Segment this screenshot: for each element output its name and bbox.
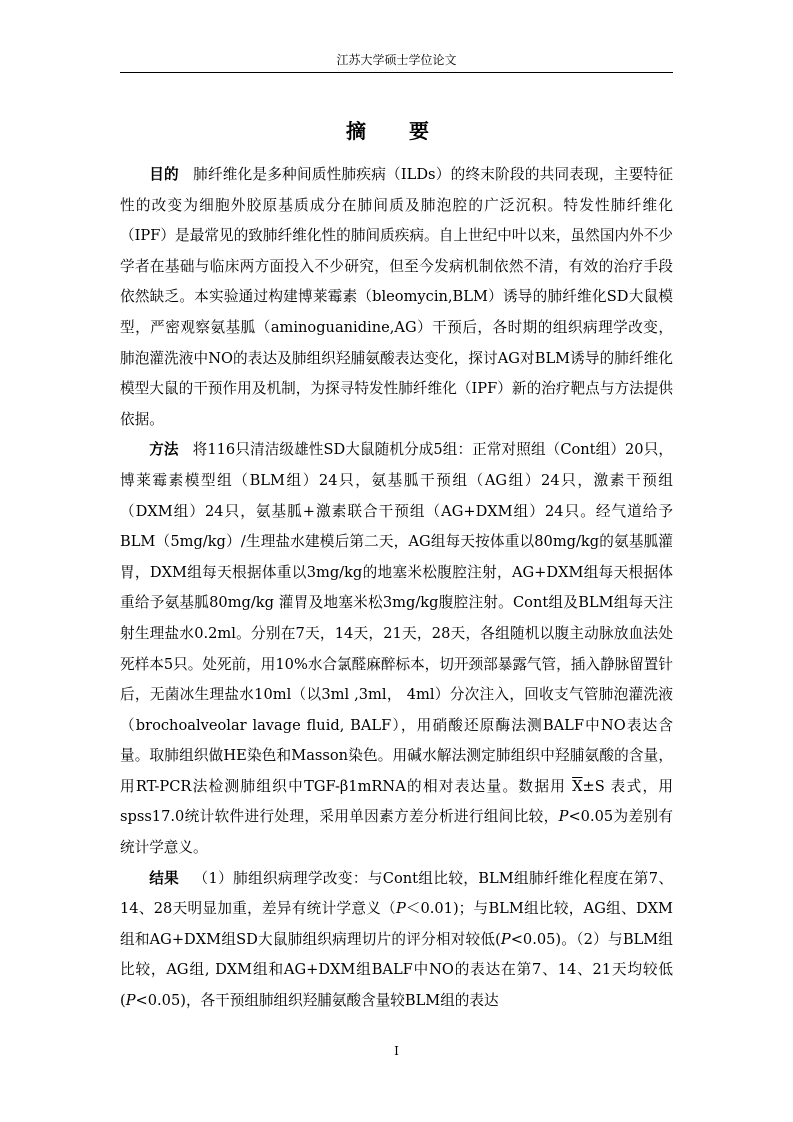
p-value-symbol: P	[396, 900, 406, 918]
methods-paragraph	[120, 435, 673, 863]
methods-heading: 方法	[149, 441, 179, 459]
header-rule	[120, 72, 673, 73]
p-value-symbol: P	[558, 808, 569, 826]
mean-symbol: $\overline{X}$	[572, 777, 583, 795]
results-text: （1）肺组织病理学改变：与Cont组比较，BLM组肺纤维化程度在第7、14、28天明显加重，差异有统计学意义（	[120, 869, 673, 918]
abstract-body	[120, 160, 673, 1017]
running-header: 江苏大学硕士学位论文	[336, 53, 457, 67]
purpose-text: 肺纤维化是多种间质性肺疾病（ILDs）的终末阶段的共同表现，主要特征性的改变为细胞外胶原基质成分在肺间质及肺泡腔的广泛沉积。特发性肺纤维化（IPF）是最常见的致肺纤维化性的肺间质疾病。自上世纪中叶以来，虽然国内外不少学者在基础与临床两方面投入不少研究，但至今发病机制依然不清，有效的治疗手段依然缺乏。本实验通过构建博莱霉素（bleomycin,BLM）诱导的肺纤维化SD大鼠模型，严密观察氨基胍（aminoguanidine,AG）干预后，各时期的组织病理学改变，肺泡灌洗液中NO的表达及肺组织羟脯氨酸表达变化，探讨AG对BLM诱导的肺纤维化模型大鼠的干预作用及机制，为探寻特发性肺纤维化（IPF）新的治疗靶点与方法提供依据。	[120, 166, 673, 428]
p-value-symbol: P	[500, 930, 511, 948]
methods-text-2: ±S 表式，用spss17.0统计软件进行处理，采用单因素方差分析进行组间比较，	[120, 777, 674, 826]
results-paragraph	[120, 864, 673, 1017]
page-title: 摘 要	[346, 119, 447, 143]
results-text-4: <0.05)，各干预组肺组织羟脯氨酸含量较BLM组的表达	[135, 992, 499, 1010]
purpose-paragraph	[120, 160, 673, 435]
methods-text-3: <0.05为差别有统计学意义。	[120, 808, 673, 857]
results-text-2: ＜0.01)；与BLM组比较，AG组、DXM组和AG+DXM组SD大鼠肺组织病理切片的评分相对较低(	[120, 900, 673, 948]
results-heading: 结果	[149, 869, 180, 887]
purpose-heading: 目的	[149, 166, 179, 183]
methods-text: 将116只清洁级雄性SD大鼠随机分成5组：正常对照组（Cont组）20只，博莱霉素模型组（BLM组）24只，氨基胍干预组（AG组）24只，激素干预组（DXM组）24只，氨基胍+激素联合干预组（AG+DXM组）24只。经气道给予BLM（5mg/kg）/生理盐水建模后第二天，AG组每天按体重以80mg/kg的氨基胍灌胃，DXM组每天根据体重以3mg/kg的地塞米松腹腔注射，AG+DXM组每天根据体重给予氨基胍80mg/kg 灌胃及地塞米松3mg/kg腹腔注射。Cont组及BLM组每天注射生理盐水0.2ml。分别在7天，14天，21天，28天，各组随机以腹主动脉放血法处死样本5只。处死前，用10%水合氯醛麻醉标本，切开颈部暴露气管，插入静脉留置针后，无菌冰生理盐水10ml（以3ml ,3ml， 4ml）分次注入，回收支气管肺泡灌洗液（brochoalveolar lavage fluid, BALF），用硝酸还原酶法测BALF中NO表达含量。取肺组织做HE染色和Masson染色。用碱水解法测定肺组织中羟脯氨酸的含量，用RT-PCR法检测肺组织中TGF-β1mRNA的相对表达量。数据用	[120, 441, 673, 795]
results-text-3: <0.05)。（2）与BLM组比较，AG组, DXM组和AG+DXM组BALF中NO的表达在第7、14、21天均较低(	[120, 930, 673, 1010]
page-number: I	[394, 1044, 399, 1058]
p-value-symbol: P	[125, 992, 136, 1010]
